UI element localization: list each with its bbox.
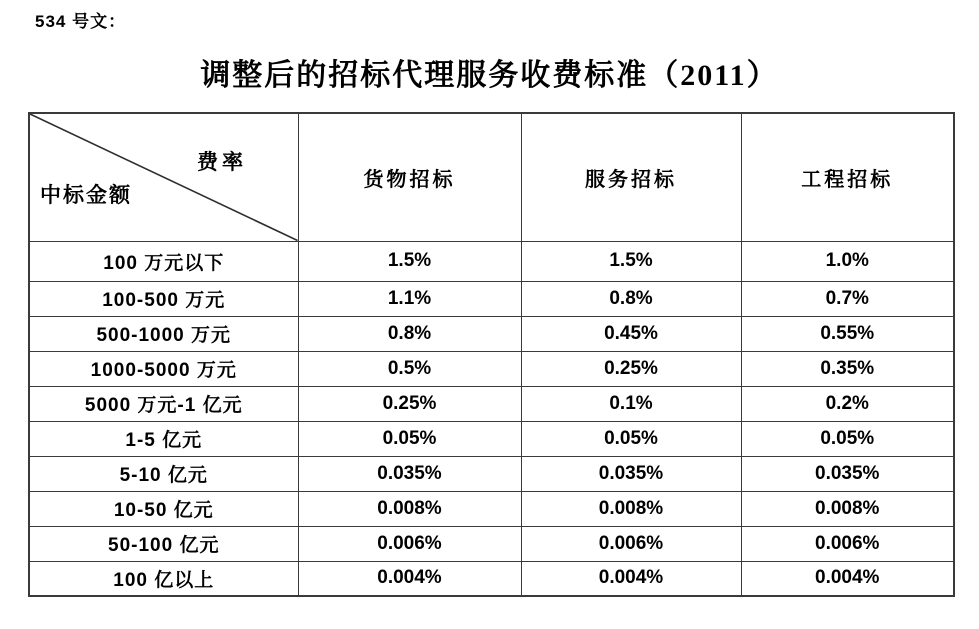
amount-cell: 100 亿以上 xyxy=(29,561,298,596)
rate-cell: 0.7% xyxy=(741,281,954,316)
column-header-engineering: 工程招标 xyxy=(741,113,954,241)
table-row xyxy=(29,456,954,491)
table-row xyxy=(29,316,954,351)
rate-cell: 1.5% xyxy=(298,241,521,281)
rate-cell: 0.008% xyxy=(741,491,954,526)
rate-cell: 0.004% xyxy=(741,561,954,596)
rate-cell: 0.35% xyxy=(741,351,954,386)
amount-cell: 10-50 亿元 xyxy=(29,491,298,526)
amount-cell: 5000 万元-1 亿元 xyxy=(29,386,298,421)
amount-cell: 1-5 亿元 xyxy=(29,421,298,456)
amount-cell: 500-1000 万元 xyxy=(29,316,298,351)
rate-cell: 0.05% xyxy=(521,421,741,456)
rate-cell: 0.1% xyxy=(521,386,741,421)
page-title: 调整后的招标代理服务收费标准（2011） xyxy=(200,59,779,92)
rate-cell: 1.1% xyxy=(298,281,521,316)
corner-label-amount: 中标金额 xyxy=(40,182,132,207)
fee-table xyxy=(28,112,955,597)
rate-cell: 0.05% xyxy=(298,421,521,456)
rate-cell: 0.8% xyxy=(521,281,741,316)
table-row xyxy=(29,281,954,316)
corner-label-rate: 费率 xyxy=(197,150,247,174)
rate-cell: 0.004% xyxy=(298,561,521,596)
rate-cell: 0.2% xyxy=(741,386,954,421)
rate-cell: 0.25% xyxy=(521,351,741,386)
fee-table-wrap xyxy=(28,112,953,597)
rate-cell: 0.035% xyxy=(521,456,741,491)
rate-cell: 0.8% xyxy=(298,316,521,351)
table-row xyxy=(29,241,954,281)
rate-cell: 0.006% xyxy=(741,526,954,561)
table-row xyxy=(29,421,954,456)
diagonal-header-cell xyxy=(29,113,298,241)
rate-cell: 0.004% xyxy=(521,561,741,596)
diagonal-divider-line xyxy=(30,114,298,241)
rate-cell: 0.008% xyxy=(298,491,521,526)
rate-cell: 0.05% xyxy=(741,421,954,456)
table-row xyxy=(29,491,954,526)
table-row xyxy=(29,386,954,421)
column-header-services: 服务招标 xyxy=(521,113,741,241)
table-row xyxy=(29,526,954,561)
rate-cell: 0.006% xyxy=(298,526,521,561)
table-row xyxy=(29,561,954,596)
header-row xyxy=(29,113,954,241)
doc-ref-label: 534 号文： xyxy=(35,12,127,31)
amount-cell: 50-100 亿元 xyxy=(29,526,298,561)
rate-cell: 0.006% xyxy=(521,526,741,561)
column-header-goods: 货物招标 xyxy=(298,113,521,241)
rate-cell: 0.5% xyxy=(298,351,521,386)
table-row xyxy=(29,351,954,386)
rate-cell: 1.5% xyxy=(521,241,741,281)
amount-cell: 100-500 万元 xyxy=(29,281,298,316)
rate-cell: 0.45% xyxy=(521,316,741,351)
rate-cell: 0.25% xyxy=(298,386,521,421)
rate-cell: 1.0% xyxy=(741,241,954,281)
rate-cell: 0.55% xyxy=(741,316,954,351)
rate-cell: 0.035% xyxy=(298,456,521,491)
rate-cell: 0.035% xyxy=(741,456,954,491)
table-body xyxy=(29,241,954,596)
rate-cell: 0.008% xyxy=(521,491,741,526)
amount-cell: 1000-5000 万元 xyxy=(29,351,298,386)
amount-cell: 5-10 亿元 xyxy=(29,456,298,491)
amount-cell: 100 万元以下 xyxy=(29,241,298,281)
